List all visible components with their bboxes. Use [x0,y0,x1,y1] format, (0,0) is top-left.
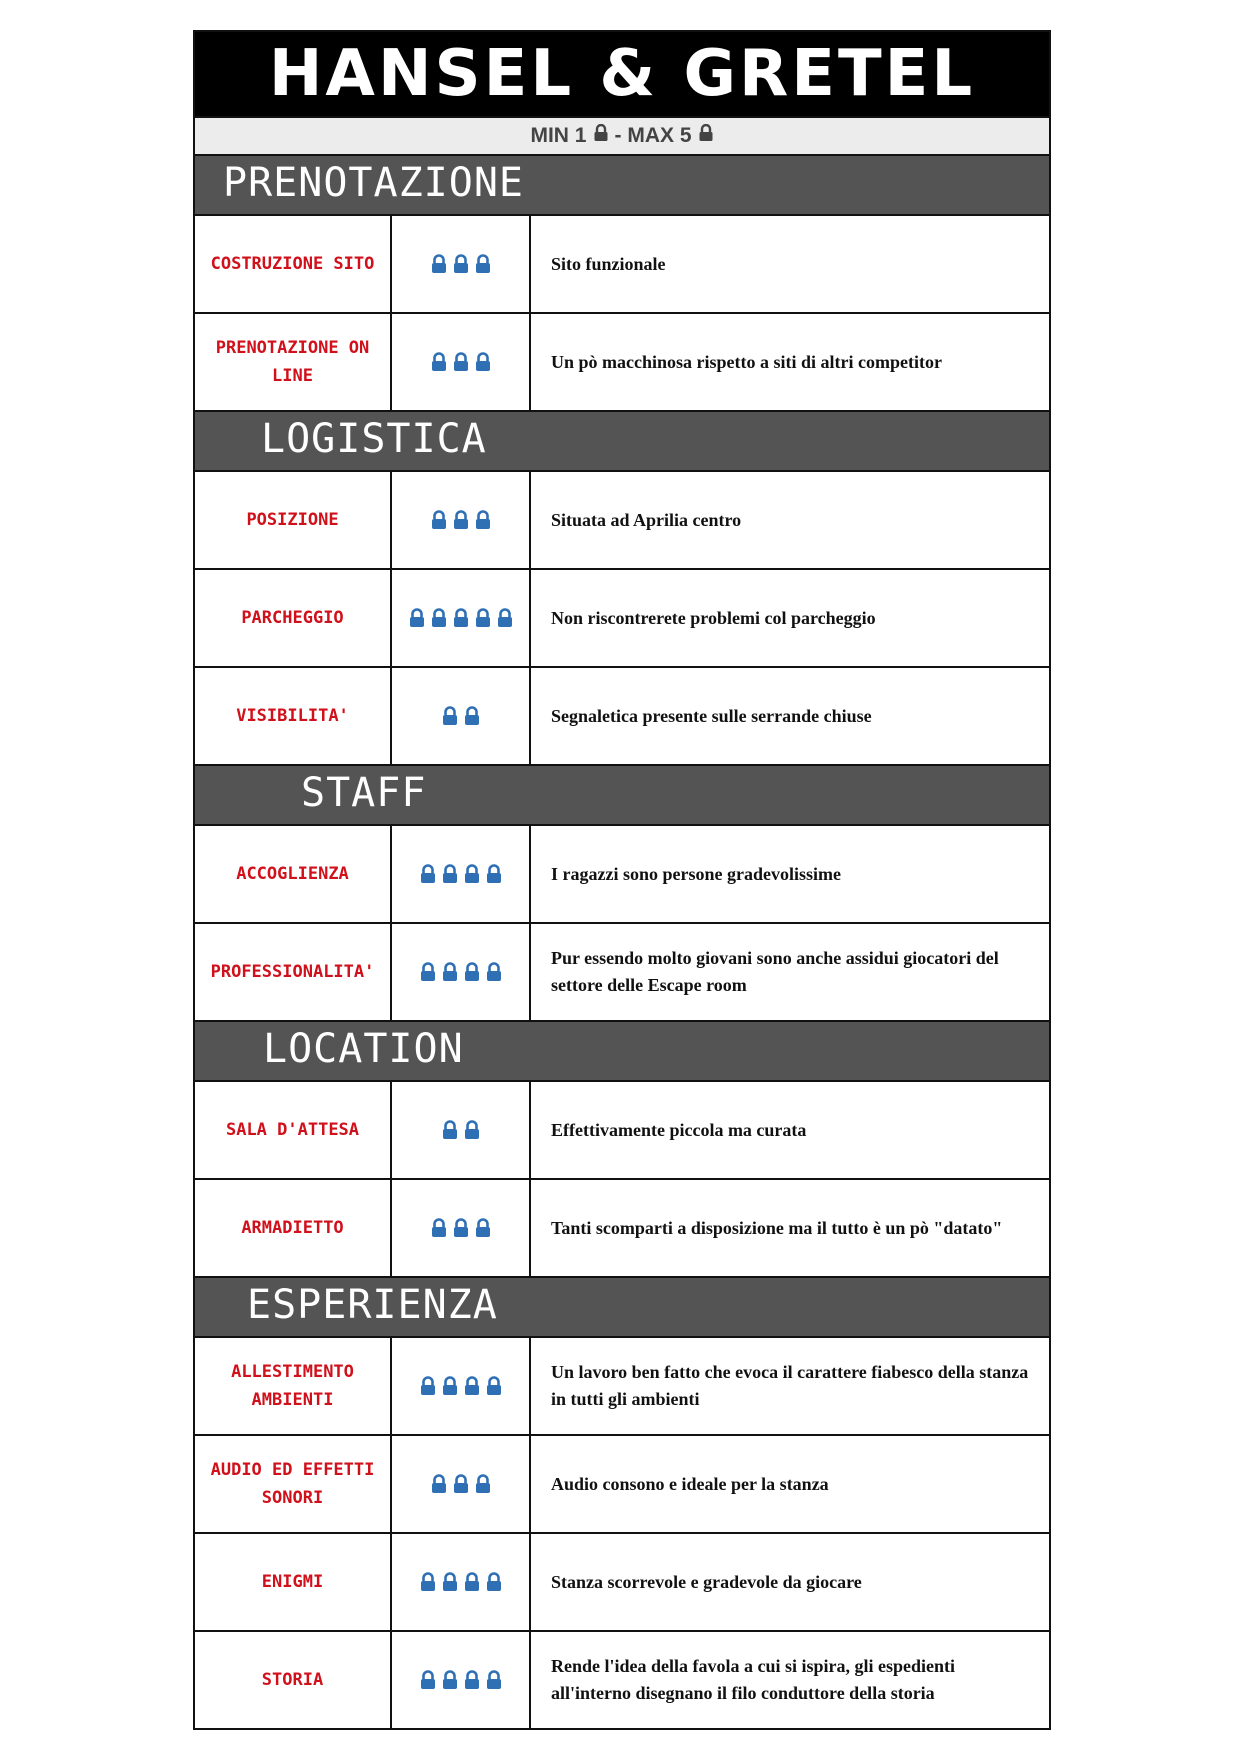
rating-locks [392,668,531,764]
comment-text: Segnaletica presente sulle serrande chiuse [551,705,872,726]
criterion-label: ARMADIETTO [195,1180,392,1276]
lock-icon [463,706,481,726]
comment-text: Non riscontrerete problemi col parcheggio [551,607,876,628]
comment-text: Pur essendo molto giovani sono anche assidui giocatori del settore delle Escape room [551,948,999,995]
table-row [195,1436,1049,1534]
review-sheet [193,30,1051,1730]
lock-icon [452,254,470,274]
section-title: ESPERIENZA [247,1282,498,1328]
criterion-label: ALLESTIMENTO AMBIENTI [195,1338,392,1434]
rating-locks [392,1082,531,1178]
table-row [195,668,1049,766]
rating-locks [392,924,531,1020]
lock-icon [452,1218,470,1238]
table-row [195,472,1049,570]
min-players-label: MIN 1 [530,124,587,147]
table-row [195,216,1049,314]
comment-text: Sito funzionale [551,253,666,274]
criterion-label: STORIA [195,1632,392,1728]
rating-locks [392,1534,531,1630]
lock-icon [485,1376,503,1396]
lock-icon [463,1376,481,1396]
rating-locks [392,472,531,568]
table-row [195,314,1049,412]
rating-locks [392,314,531,410]
table-row [195,1534,1049,1632]
criterion-label: PRENOTAZIONE ON LINE [195,314,392,410]
lock-icon [441,706,459,726]
lock-icon [408,608,426,628]
table-row [195,1082,1049,1180]
lock-icon [419,1376,437,1396]
lock-icon [496,608,514,628]
lock-icon [419,1670,437,1690]
lock-icon [593,124,609,148]
lock-icon [419,962,437,982]
lock-icon [419,1572,437,1592]
criterion-label: ACCOGLIENZA [195,826,392,922]
lock-icon [474,254,492,274]
comment-text: I ragazzi sono persone gradevolissime [551,863,841,884]
criterion-label: COSTRUZIONE SITO [195,216,392,312]
section-title: STAFF [301,770,427,816]
comment-text: Effettivamente piccola ma curata [551,1119,807,1140]
page-title: HANSEL & GRETEL [195,32,1049,116]
lock-icon [474,352,492,372]
lock-icon [452,1474,470,1494]
rating-locks [392,1436,531,1532]
table-row [195,1632,1049,1728]
criterion-label: SALA D'ATTESA [195,1082,392,1178]
lock-icon [485,864,503,884]
max-players-label: - MAX 5 [614,124,692,147]
lock-icon [463,1572,481,1592]
rating-locks [392,1632,531,1728]
section-header [195,1278,1049,1338]
lock-icon [452,352,470,372]
lock-icon [485,1670,503,1690]
rating-locks [392,216,531,312]
lock-icon [441,1572,459,1592]
rating-locks [392,1338,531,1434]
lock-icon [474,1474,492,1494]
lock-icon [485,962,503,982]
lock-icon [463,962,481,982]
section-header [195,412,1049,472]
criterion-label: VISIBILITA' [195,668,392,764]
criterion-label: PARCHEGGIO [195,570,392,666]
rating-locks [392,826,531,922]
lock-icon [463,1120,481,1140]
comment-text: Situata ad Aprilia centro [551,509,742,530]
table-row [195,1338,1049,1436]
table-row [195,924,1049,1022]
comment-text: Tanti scomparti a disposizione ma il tutto è un pò "datato" [551,1217,1003,1238]
player-range [195,116,1049,156]
criterion-label: POSIZIONE [195,472,392,568]
table-row [195,570,1049,668]
section-header [195,156,1049,216]
lock-icon [441,864,459,884]
lock-icon [441,962,459,982]
lock-icon [452,608,470,628]
lock-icon [452,510,470,530]
comment-text: Rende l'idea della favola a cui si ispira, gli espedienti all'interno disegnano il filo conduttore della storia [551,1656,956,1703]
lock-icon [430,510,448,530]
section-header [195,766,1049,826]
lock-icon [474,608,492,628]
lock-icon [463,864,481,884]
rating-locks [392,570,531,666]
section-header [195,1022,1049,1082]
lock-icon [474,510,492,530]
lock-icon [463,1670,481,1690]
lock-icon [474,1218,492,1238]
rating-locks [392,1180,531,1276]
lock-icon [698,124,714,148]
lock-icon [430,1474,448,1494]
comment-text: Audio consono e ideale per la stanza [551,1473,829,1494]
lock-icon [430,608,448,628]
section-title: LOGISTICA [261,416,487,462]
criterion-label: ENIGMI [195,1534,392,1630]
lock-icon [419,864,437,884]
lock-icon [441,1120,459,1140]
comment-text: Un pò macchinosa rispetto a siti di altri competitor [551,351,942,372]
table-row [195,1180,1049,1278]
section-title: PRENOTAZIONE [223,160,524,206]
comment-text: Un lavoro ben fatto che evoca il carattere fiabesco della stanza in tutti gli ambienti [551,1362,1029,1409]
table-row [195,826,1049,924]
lock-icon [485,1572,503,1592]
comment-text: Stanza scorrevole e gradevole da giocare [551,1571,862,1592]
section-title: LOCATION [263,1026,464,1072]
lock-icon [441,1376,459,1396]
criterion-label: PROFESSIONALITA' [195,924,392,1020]
criterion-label: AUDIO ED EFFETTI SONORI [195,1436,392,1532]
lock-icon [430,352,448,372]
lock-icon [430,1218,448,1238]
review-sections [195,156,1049,1728]
lock-icon [430,254,448,274]
lock-icon [441,1670,459,1690]
